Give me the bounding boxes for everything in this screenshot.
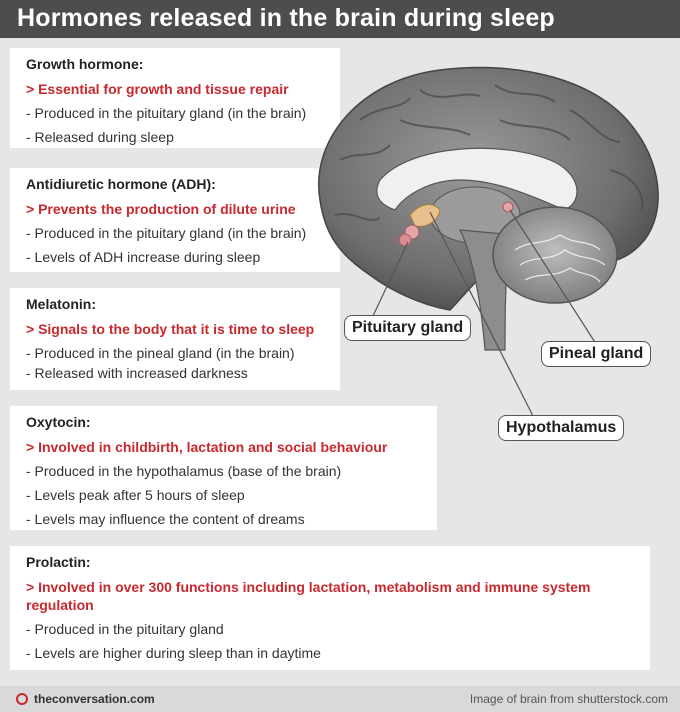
hormone-name: Melatonin:: [26, 296, 96, 312]
footer-bar: [0, 686, 680, 712]
hormone-key-point: > Essential for growth and tissue repair: [26, 81, 289, 97]
hormone-point: - Produced in the hypothalamus (base of the brain): [26, 463, 342, 479]
hormone-name: Oxytocin:: [26, 414, 91, 430]
pineal-gland: [503, 202, 513, 212]
hormone-point: - Levels peak after 5 hours of sleep: [26, 487, 245, 503]
hormone-point: - Produced in the pineal gland (in the brain): [26, 345, 295, 361]
hormone-key-point: > Involved in over 300 functions including lactation, metabolism and immune system regulation: [26, 579, 591, 613]
hormone-key-point: > Prevents the production of dilute urine: [26, 201, 296, 217]
pituitary-gland-label: Pituitary gland: [344, 315, 471, 341]
hormone-point: - Produced in the pituitary gland: [26, 621, 224, 637]
hormone-card-growth: [10, 48, 340, 148]
conversation-logo-icon: [16, 693, 28, 705]
hormone-point: - Levels are higher during sleep than in daytime: [26, 645, 321, 661]
hormone-point: - Released during sleep: [26, 129, 174, 145]
hormone-card-melatonin: [10, 288, 340, 390]
footer-source: theconversation.com: [34, 692, 155, 706]
hormone-name: Prolactin:: [26, 554, 91, 570]
hormone-key-point: > Signals to the body that it is time to sleep: [26, 321, 315, 337]
hormone-key-point: > Involved in childbirth, lactation and social behaviour: [26, 439, 388, 455]
hormone-card-prolactin: [10, 546, 650, 670]
hormone-name: Antidiuretic hormone (ADH):: [26, 176, 216, 192]
hormone-point: - Levels of ADH increase during sleep: [26, 249, 261, 265]
brain-illustration: [300, 50, 680, 450]
hypothalamus-label: Hypothalamus: [498, 415, 624, 441]
hormone-point: - Levels may influence the content of dreams: [26, 511, 305, 527]
hormone-point: - Released with increased darkness: [26, 365, 248, 381]
hormone-point: - Produced in the pituitary gland (in the brain): [26, 105, 307, 121]
hormone-name: Growth hormone:: [26, 56, 144, 72]
pineal-gland-label: Pineal gland: [541, 341, 651, 367]
header-bar: [0, 0, 680, 38]
page-title: Hormones released in the brain during sleep: [17, 4, 555, 32]
hormone-point: - Produced in the pituitary gland (in the brain): [26, 225, 307, 241]
hormone-card-adh: [10, 168, 340, 272]
footer-credit: Image of brain from shutterstock.com: [469, 692, 668, 706]
